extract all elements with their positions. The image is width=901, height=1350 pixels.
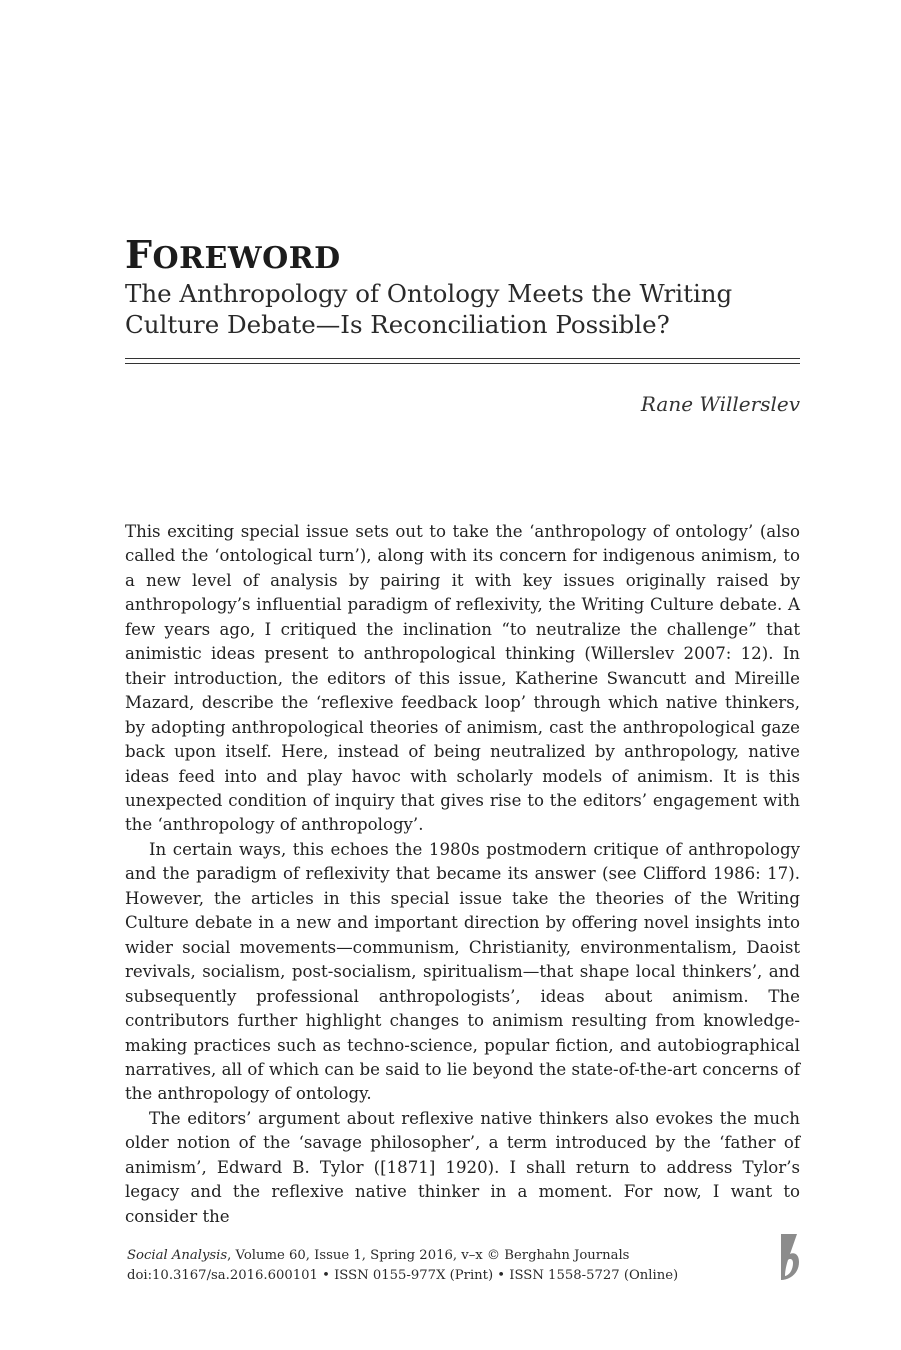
citation-footer <box>127 1246 678 1286</box>
page-title <box>125 232 341 277</box>
journal-name: Social Analysis <box>127 1248 228 1263</box>
author-name: Rane Willerslev <box>640 392 800 416</box>
body-paragraph-3: The editors’ argument about reflexive native thinkers also evokes the much older notion of the ‘savage philosopher’, a term introduced by the ‘father of animism’, Edward B. Tylor ([1871] 1920). I shall return to address Tylor’s legacy and the reflexive native thinker in a moment. For now, I want to consider the <box>125 1108 800 1226</box>
article-body <box>125 520 800 1229</box>
berghahn-logo-icon <box>777 1232 801 1282</box>
body-paragraph-1: This exciting special issue sets out to take the ‘anthropology of ontology’ (also called the ‘ontological turn’), along with its concern for indigenous animism, to a new level of analysis by pairing it with key issues originally raised by anthropology’s influential paradigm of reflexivity, the Writing Culture debate. A few years ago, I critiqued the inclination “to neutralize the challenge” that animistic ideas present to anthropological thinking (Willerslev 2007: 12). In their introduction, the editors of this issue, Katherine Swancutt and Mireille Mazard, describe the ‘reflexive feedback loop’ through which native thinkers, by adopting anthropological theories of animism, cast the anthropological gaze back upon itself. Here, instead of being neutralized by anthropology, native ideas feed into and play havoc with scholarly models of animism. It is this unexpected condition of inquiry that gives rise to the editors’ engagement with the ‘anthropology of anthropology’. <box>125 522 800 835</box>
title-initial: F <box>125 232 153 277</box>
citation-details: , Volume 60, Issue 1, Spring 2016, v–x © Berghahn Journals <box>227 1248 630 1263</box>
article-subtitle: The Anthropology of Ontology Meets the Writing Culture Debate—Is Reconciliation Possible? <box>125 279 733 339</box>
body-paragraph-2: In certain ways, this echoes the 1980s postmodern critique of anthropology and the paradigm of reflexivity that became its answer (see Clifford 1986: 17). However, the articles in this special issue take the theories of the Writing Culture debate in a new and important direction by offering novel insights into wider social movements—communism, Christianity, environmentalism, Daoist revivals, socialism, post-socialism, spiritualism—that shape local thinkers’, and subsequently professional anthropologists’, ideas about animism. The contributors further highlight changes to animism resulting from knowledge-making practices such as techno-science, popular fiction, and autobiographical narratives, all of which can be said to lie beyond the state-of-the-art concerns of the anthropology of ontology. <box>125 839 800 1104</box>
citation-line <box>127 1246 678 1266</box>
title-rule-bottom <box>125 363 800 364</box>
title-rule-top <box>125 358 800 359</box>
title-rest: OREWORD <box>152 241 341 276</box>
doi-line: doi:10.3167/sa.2016.600101 • ISSN 0155-977X (Print) • ISSN 1558-5727 (Online) <box>127 1268 679 1283</box>
